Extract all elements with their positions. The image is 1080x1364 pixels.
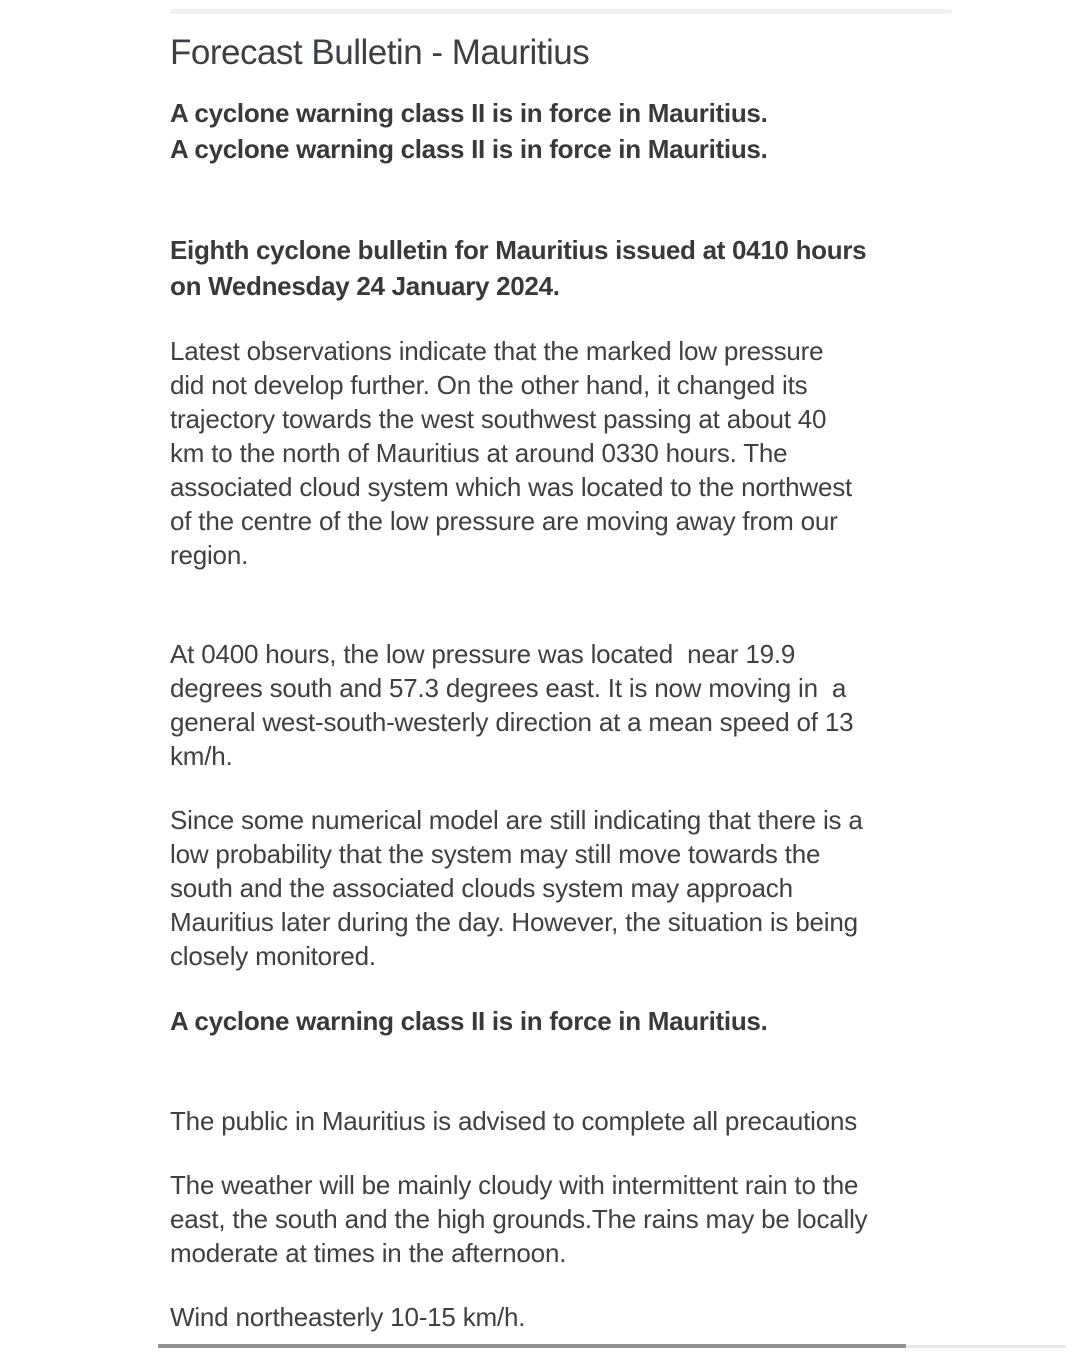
warning-paragraph [170, 1003, 910, 1039]
blank-line [170, 602, 910, 637]
text-line: Mauritius later during the day. However, the situation is being [170, 907, 858, 937]
paragraph [170, 1168, 910, 1270]
paragraph [170, 334, 910, 572]
text-line: Since some numerical model are still indicating that there is a [170, 805, 863, 835]
text-line: general west-south-westerly direction at a mean speed of 13 [170, 707, 854, 737]
text-line: Wind northeasterly 10-15 km/h. [170, 1302, 526, 1332]
text-line: south and the associated clouds system may approach [170, 873, 793, 903]
paragraph [170, 637, 910, 773]
text-line: region. [170, 540, 249, 570]
text-line: moderate at times in the afternoon. [170, 1238, 567, 1268]
bottom-cutoff-text-line-light [906, 1345, 1066, 1348]
warning-paragraph [170, 95, 910, 167]
text-line: A cyclone warning class II is in force in Mauritius. [170, 1006, 768, 1036]
text-line: Latest observations indicate that the marked low pressure [170, 336, 824, 366]
paragraph [170, 1300, 910, 1334]
text-line: associated cloud system which was located to the northwest [170, 472, 853, 502]
blank-line [170, 197, 910, 232]
text-line: A cyclone warning class II is in force in Mauritius. [170, 98, 768, 128]
text-line: km/h. [170, 741, 233, 771]
page-title: Forecast Bulletin - Mauritius [170, 33, 590, 72]
text-line: At 0400 hours, the low pressure was located near 19.9 [170, 639, 796, 669]
paragraph [170, 1104, 910, 1138]
text-line: did not develop further. On the other hand, it changed its [170, 370, 808, 400]
text-line: low probability that the system may still move towards the [170, 839, 821, 869]
bulletin-document [170, 0, 910, 1364]
text-line: km to the north of Mauritius at around 0330 hours. The [170, 438, 788, 468]
text-line: The weather will be mainly cloudy with intermittent rain to the [170, 1170, 859, 1200]
text-line: east, the south and the high grounds.The rains may be locally [170, 1204, 868, 1234]
bottom-cutoff-text-line [158, 1344, 906, 1348]
text-line: closely monitored. [170, 941, 376, 971]
text-line: The public in Mauritius is advised to complete all precautions [170, 1106, 858, 1136]
text-line: A cyclone warning class II is in force in Mauritius. [170, 134, 768, 164]
text-line: degrees south and 57.3 degrees east. It is now moving in a [170, 673, 847, 703]
bulletin-body [170, 95, 910, 1334]
text-line: on Wednesday 24 January 2024. [170, 271, 560, 301]
warning-paragraph [170, 232, 910, 304]
paragraph [170, 803, 910, 973]
text-line: Eighth cyclone bulletin for Mauritius issued at 0410 hours [170, 235, 867, 265]
blank-line [170, 1069, 910, 1104]
text-line: of the centre of the low pressure are moving away from our [170, 506, 838, 536]
text-line: trajectory towards the west southwest passing at about 40 [170, 404, 827, 434]
